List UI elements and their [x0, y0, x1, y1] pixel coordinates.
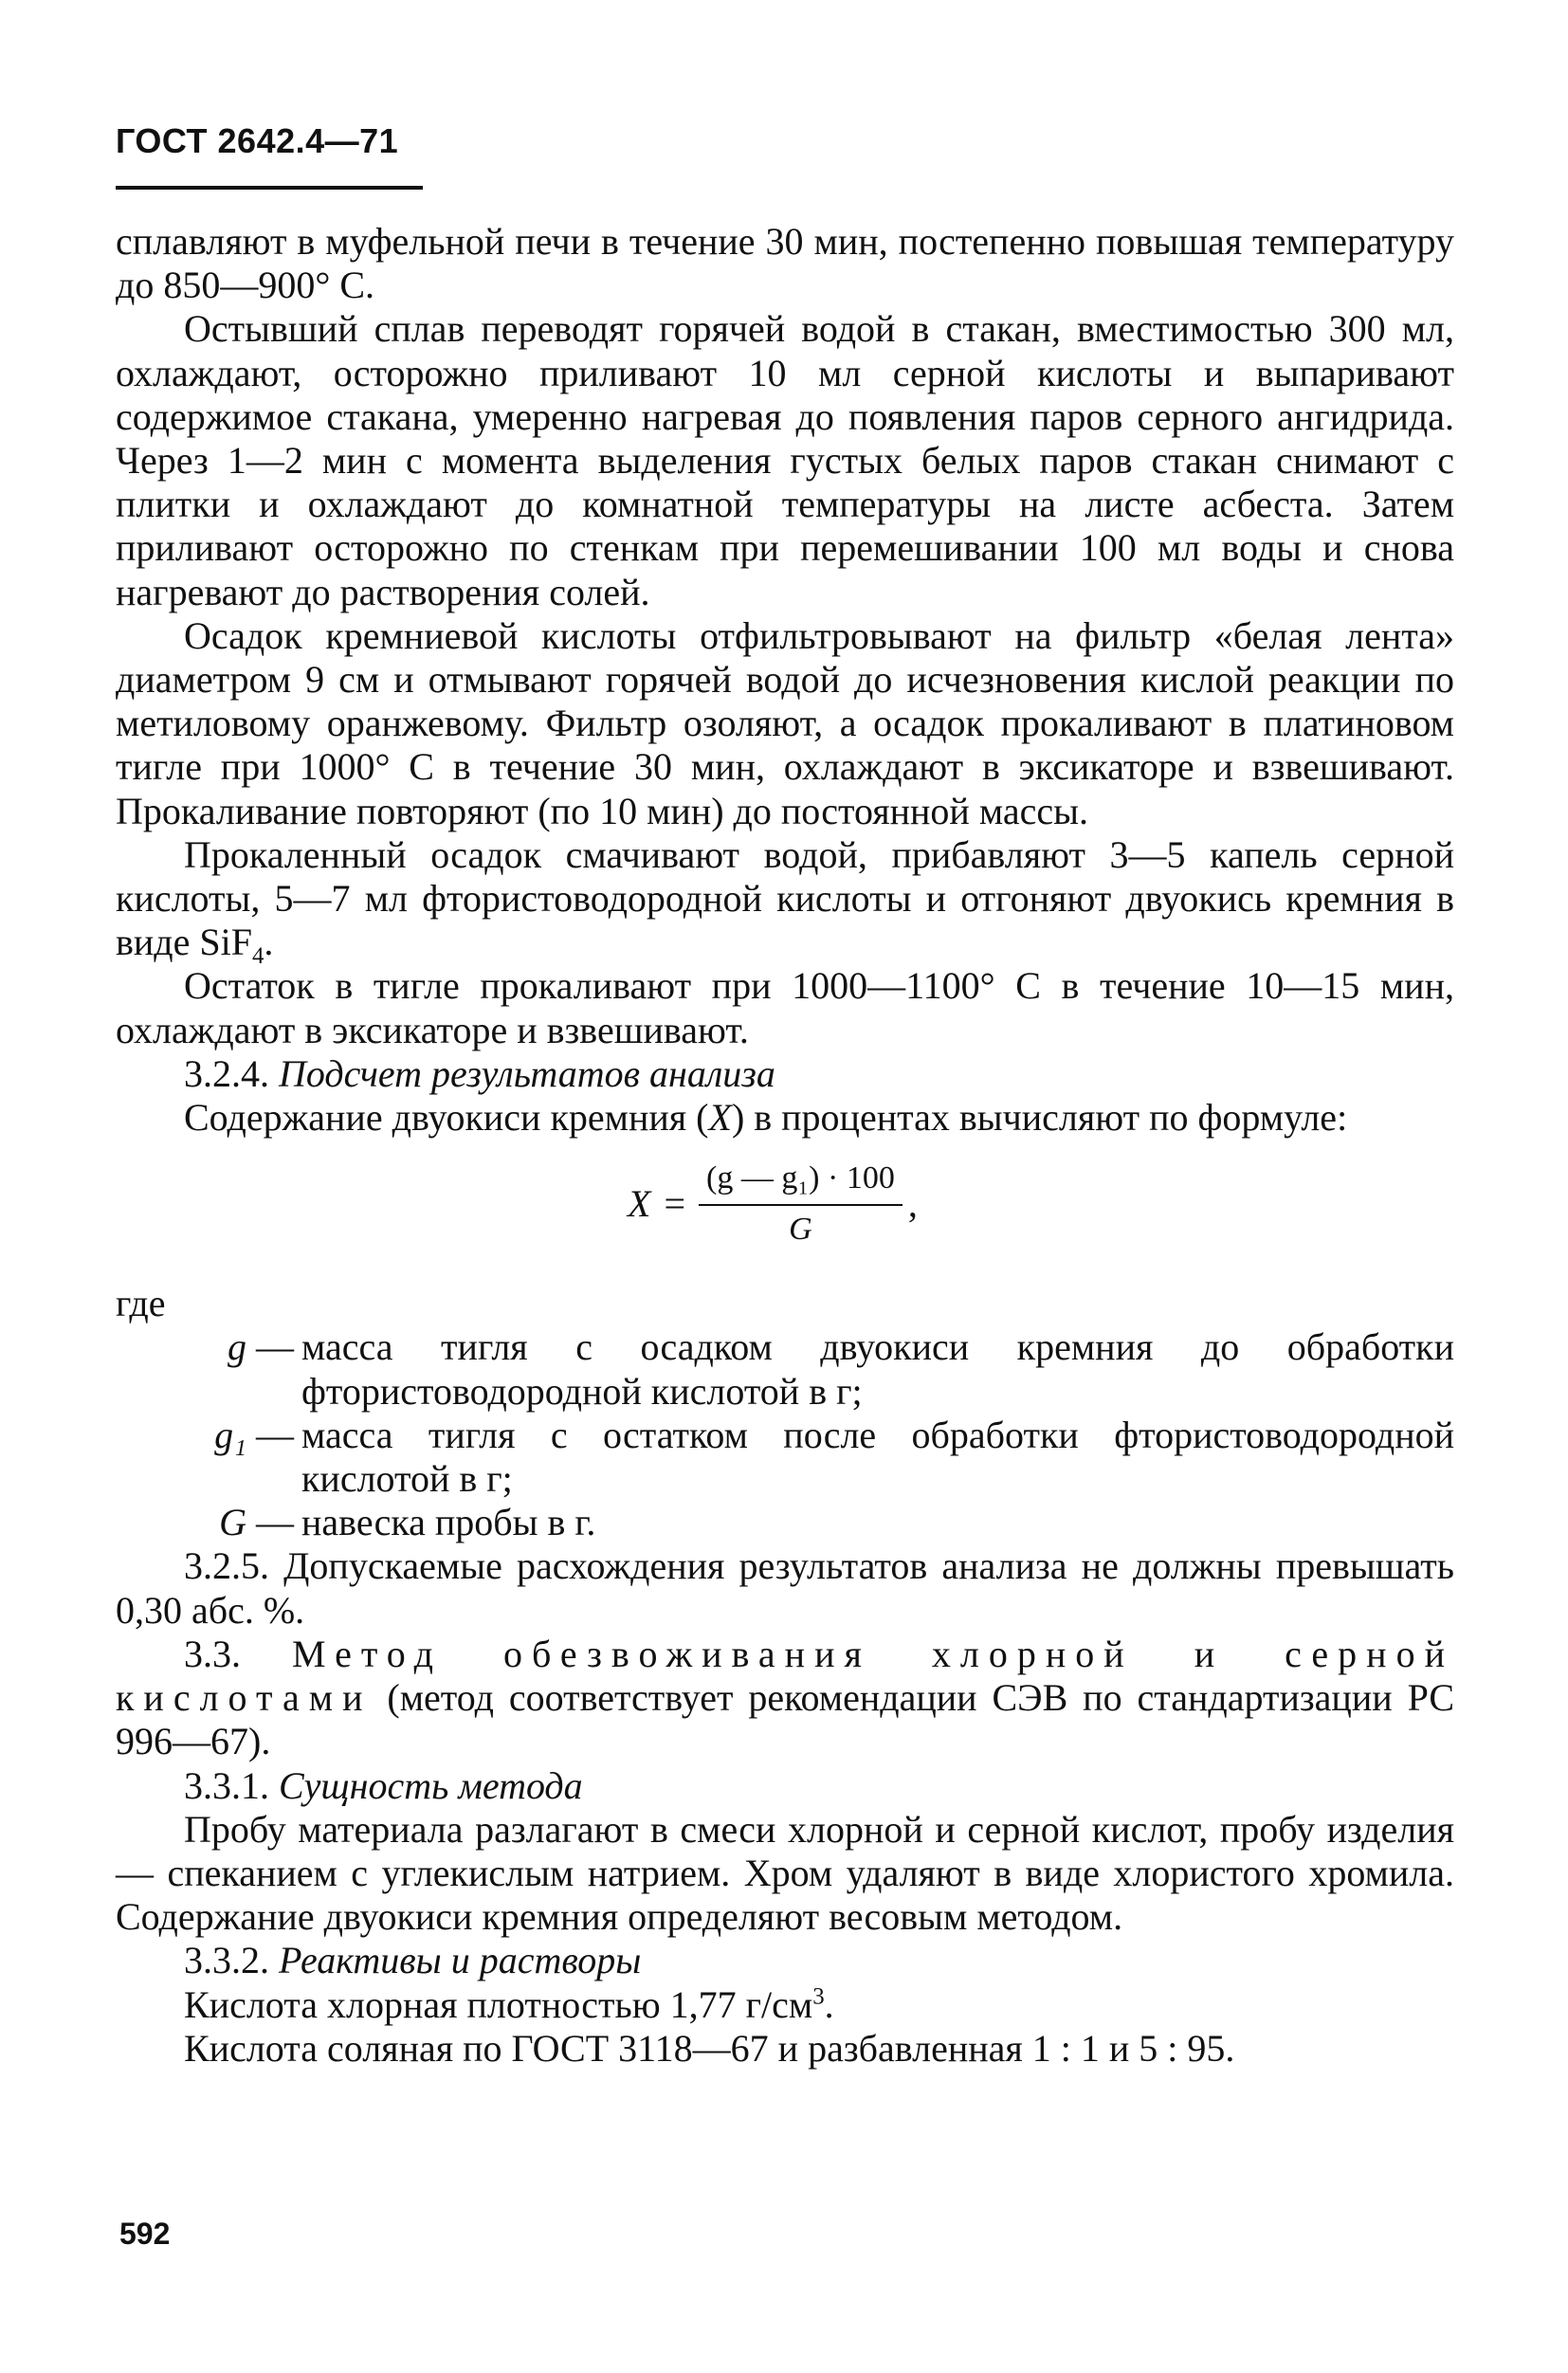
paragraph: Остаток в тигле прокаливают при 1000—1100° С в течение 10—15 мин, охлаждают в эксикаторе и взвешивают.: [116, 964, 1454, 1051]
variable: X: [708, 1096, 732, 1140]
paragraph-text: Содержание двуокиси кремния (: [184, 1096, 709, 1140]
definition-symbol: g: [228, 1325, 246, 1369]
body-text: [116, 220, 1454, 2071]
formula-lhs: X: [628, 1182, 651, 1226]
section-heading: [116, 1939, 1454, 1982]
definition-dash: —: [246, 1501, 294, 1544]
page-number: 592: [119, 2217, 171, 2251]
section-heading: [116, 1764, 1454, 1808]
formula-equals: =: [664, 1182, 685, 1226]
definition-dash: —: [246, 1325, 294, 1369]
paragraph: 3.2.5. Допускаемые расхождения результатов анализа не должны превышать 0,30 абс. %.: [116, 1544, 1454, 1632]
paragraph: Кислота соляная по ГОСТ 3118—67 и разбавленная 1 : 1 и 5 : 95.: [184, 2026, 1235, 2070]
paragraph-text: .: [264, 921, 274, 964]
section-number: 3.3.2.: [184, 1939, 269, 1982]
paragraph-text: Прокаленный осадок смачивают водой, прибавляют 3—5 капель серной кислоты, 5—7 мл фтористоводородной кислоты и отгоняют двуокись кремния в виде SiF: [116, 832, 1454, 964]
paragraph: Остывший сплав переводят горячей водой в стакан, вместимостью 300 мл, охлаждают, осторожно приливают 10 мл серной кислоты и выпаривают содержимое стакана, умеренно нагревая до появления паров серного ангидрида. Через 1—2 мин с момента выделения густых белых паров стакан снимают с плитки и охлаждают до комнатной температуры на листе асбеста. Затем приливают осторожно по стенкам при перемешивании 100 мл воды и снова нагревают до растворения солей.: [116, 307, 1454, 613]
section-number: 3.2.4.: [184, 1051, 269, 1095]
formula: [628, 1157, 918, 1251]
section-heading: [116, 1052, 1454, 1096]
paragraph-text: (метод соответствует рекомендации СЭВ по стандартизации РС 996—67).: [116, 1676, 1454, 1763]
section-heading: [116, 1633, 1454, 1764]
definition-term: [116, 1325, 294, 1413]
definition-symbol: G: [219, 1501, 246, 1544]
formula-denominator: G: [789, 1212, 812, 1248]
formula-trail: ,: [907, 1182, 918, 1226]
section-title: Сущность метода: [279, 1763, 583, 1807]
definition-symbol: g₁: [214, 1413, 246, 1456]
header-rule: [116, 186, 423, 190]
paragraph-text: ) в процентах вычисляют по формуле:: [731, 1096, 1348, 1140]
section-number: 3.3.1.: [184, 1763, 269, 1807]
page-header: ГОСТ 2642.4—71: [116, 121, 399, 160]
paragraph: [116, 832, 1454, 970]
definition-text: навеска пробы в г.: [301, 1501, 596, 1544]
definition-text: масса тигля с осадком двуокиси кремния до обработки фтористоводородной кислотой в г;: [301, 1325, 1454, 1413]
subscript: 4: [252, 943, 264, 970]
formula-numerator: (g — g₁) · 100: [699, 1157, 903, 1206]
definition-item: [116, 1414, 1454, 1501]
paragraph: [116, 1983, 1454, 2027]
definitions-list: [116, 1325, 1454, 1544]
section-title: Подсчет результатов анализа: [279, 1051, 775, 1095]
formula-fraction: [699, 1157, 903, 1251]
definition-dash: —: [246, 1413, 294, 1456]
definition-item: [116, 1325, 1454, 1413]
definition-term: [116, 1501, 294, 1544]
definition-text: масса тигля с остатком после обработки фтористоводородной кислотой в г;: [301, 1413, 1454, 1501]
where-label: где: [116, 1282, 166, 1325]
definition-item: [116, 1501, 1454, 1544]
section-title: Реактивы и растворы: [279, 1939, 642, 1982]
paragraph: сплавляют в муфельной печи в течение 30 мин, постепенно повышая температуру до 850—900° С.: [116, 220, 1454, 307]
section-number: 3.3.: [184, 1632, 241, 1675]
paragraph: Осадок кремниевой кислоты отфильтровывают на фильтр «белая лента» диаметром 9 см и отмывают горячей водой до исчезновения кислой реакции по метиловому оранжевому. Фильтр озоляют, а осадок прокаливают в платиновом тигле при 1000° С в течение 30 мин, охлаждают в эксикаторе и взвешивают. Прокаливание повторяют (по 10 мин) до постоянной массы.: [116, 613, 1454, 832]
superscript: 3: [812, 1983, 825, 2010]
formula-block: [116, 1140, 1454, 1282]
paragraph: Пробу материала разлагают в смеси хлорной и серной кислот, пробу изделия — спеканием с углекислым натрием. Хром удаляют в виде хлористого хромила. Содержание двуокиси кремния определяют весовым методом.: [116, 1807, 1454, 1939]
paragraph-text: .: [824, 1982, 834, 2026]
definition-term: [116, 1414, 294, 1501]
paragraph: [116, 1096, 1454, 1140]
section-title: Метод обезвоживания хлорной и серной кислотами: [116, 1632, 1454, 1720]
paragraph-text: Кислота хлорная плотностью 1,77 г/см: [184, 1982, 813, 2026]
